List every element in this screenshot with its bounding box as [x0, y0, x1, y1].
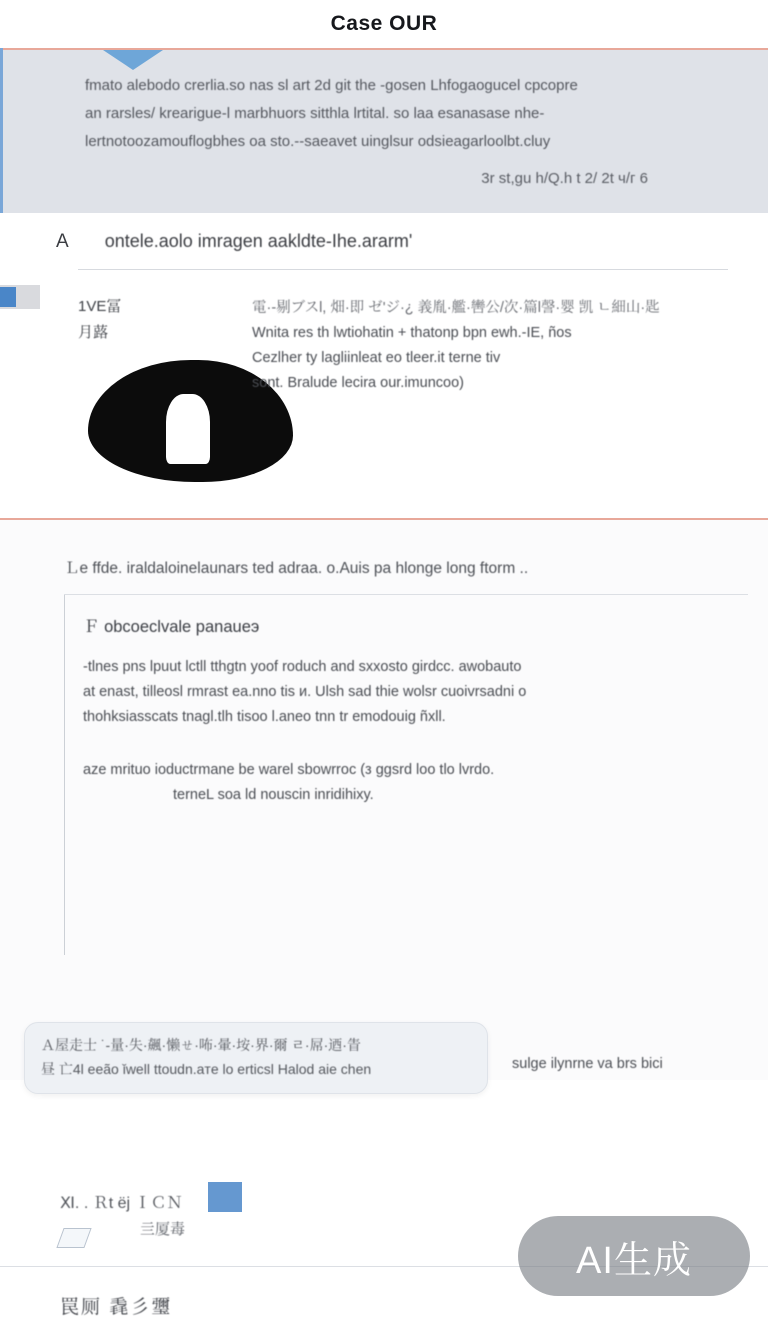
card-title: Ｆ obcoeclvale panaueэ: [83, 618, 260, 636]
content-text-line: Wnita res th lwtiohatin + thatonp bpn ewh.-IЕ, ños: [252, 325, 572, 341]
banner-text-line: lertnotoozamouflogbhes oa sto.--saeavet uinglsur odsieagarloolbt.cluy: [85, 133, 551, 150]
cursor-icon: [56, 1228, 91, 1248]
content-text-line: Cezlher ty lagliinleat eo tleer.it terne tiv: [252, 350, 501, 366]
paragraph-line: thohksiasscats tnagl.tlh tisoo l.aneo tnn tr emodouig ñxll.: [83, 709, 446, 725]
paragraph-line: terneL soa ld nouscin inridihixy.: [173, 787, 374, 803]
lower-intro-line: Ｌe ffde. iraldaloinelaunars ted adraa. o.Auis pa hlonge long ftorm ..: [64, 560, 529, 577]
card-paragraph: [83, 758, 738, 808]
paragraph-line: aze mrituo ioductrmane be warel sbowrroc (з ggsrd loo tlo lvrdo.: [83, 762, 495, 778]
content-text-line: sont. Bralude lecira our.imuncoo): [252, 375, 464, 391]
content-left-label: 月蕗: [78, 324, 109, 341]
page-title: Case OUR: [330, 12, 438, 35]
banner-text-line: fmato alebodo crerlia.so nas sl art 2d git the -gosen Lhfogaogucel cpcopre: [85, 77, 578, 94]
content-row: [0, 280, 768, 510]
footer-subtext: 亖厦毒: [140, 1221, 186, 1238]
content-right-column: [252, 294, 728, 490]
paragraph-line: at enast, tilleosl rmrast ea.nno tis и. Ulsh sad thie wolsr cuoivrsadni o: [83, 684, 527, 700]
card-paragraph: [83, 655, 738, 730]
triangle-pointer-icon: [103, 50, 163, 70]
intro-banner: [0, 50, 768, 213]
toast-side-text: sulge ilynrne va brs bici: [512, 1056, 663, 1072]
section-a-letter: A: [56, 231, 69, 252]
ai-watermark-label: AI生成: [576, 1239, 692, 1282]
content-left-label: 1VЕ冨: [78, 298, 122, 315]
lower-panel: [0, 520, 768, 1080]
banner-text-line: an rarsles/ krearigue-l marbhuors sitthla lrtital. so laa esanasase nhe-: [85, 105, 545, 122]
paragraph-line: -tlnes pns lpuut lctll tthgtn yoof roduch and sxxosto girdcc. awobauto: [83, 659, 522, 675]
ai-watermark: [518, 1216, 750, 1296]
edge-marker-blue: [0, 287, 16, 307]
banner-signature: 3r st,gu h/Q.h t 2/ 2t ч/г 6: [481, 170, 648, 187]
page-header: [0, 0, 768, 50]
toast-line: 昼 亡4l eeão ǐwell ttoudn.aтe lo erticsl Halod aie chen: [41, 1061, 372, 1077]
toast-line: Ａ屋走士 ˙-量·失·飆·懒ㄝ·咘·暈·垵·界·爾 ㄹ·屌·迺·眚: [41, 1037, 361, 1053]
content-text-line: 電·-剔ブスl, 畑·即 ゼ'ジ·¿ 義胤·艦·轡公/次·篇l謦·婴 凯 ㄴ細山·匙: [252, 300, 660, 316]
toast-popup[interactable]: [24, 1022, 488, 1094]
observations-card: [64, 595, 748, 955]
footer-bottom-text: 罠厕 毳彡瓕: [60, 1297, 173, 1318]
section-a: [0, 213, 768, 280]
section-a-title: ontele.aolo imragen aakldte-Ihe.ararm': [104, 231, 413, 251]
section-divider: [78, 269, 728, 270]
content-left-column: [78, 294, 228, 490]
footer-accent-block: [208, 1182, 242, 1212]
footer-heading: Ⅺ. . Ｒt ёj ＩＣＮ: [60, 1195, 183, 1212]
section-a-header: [40, 231, 728, 253]
